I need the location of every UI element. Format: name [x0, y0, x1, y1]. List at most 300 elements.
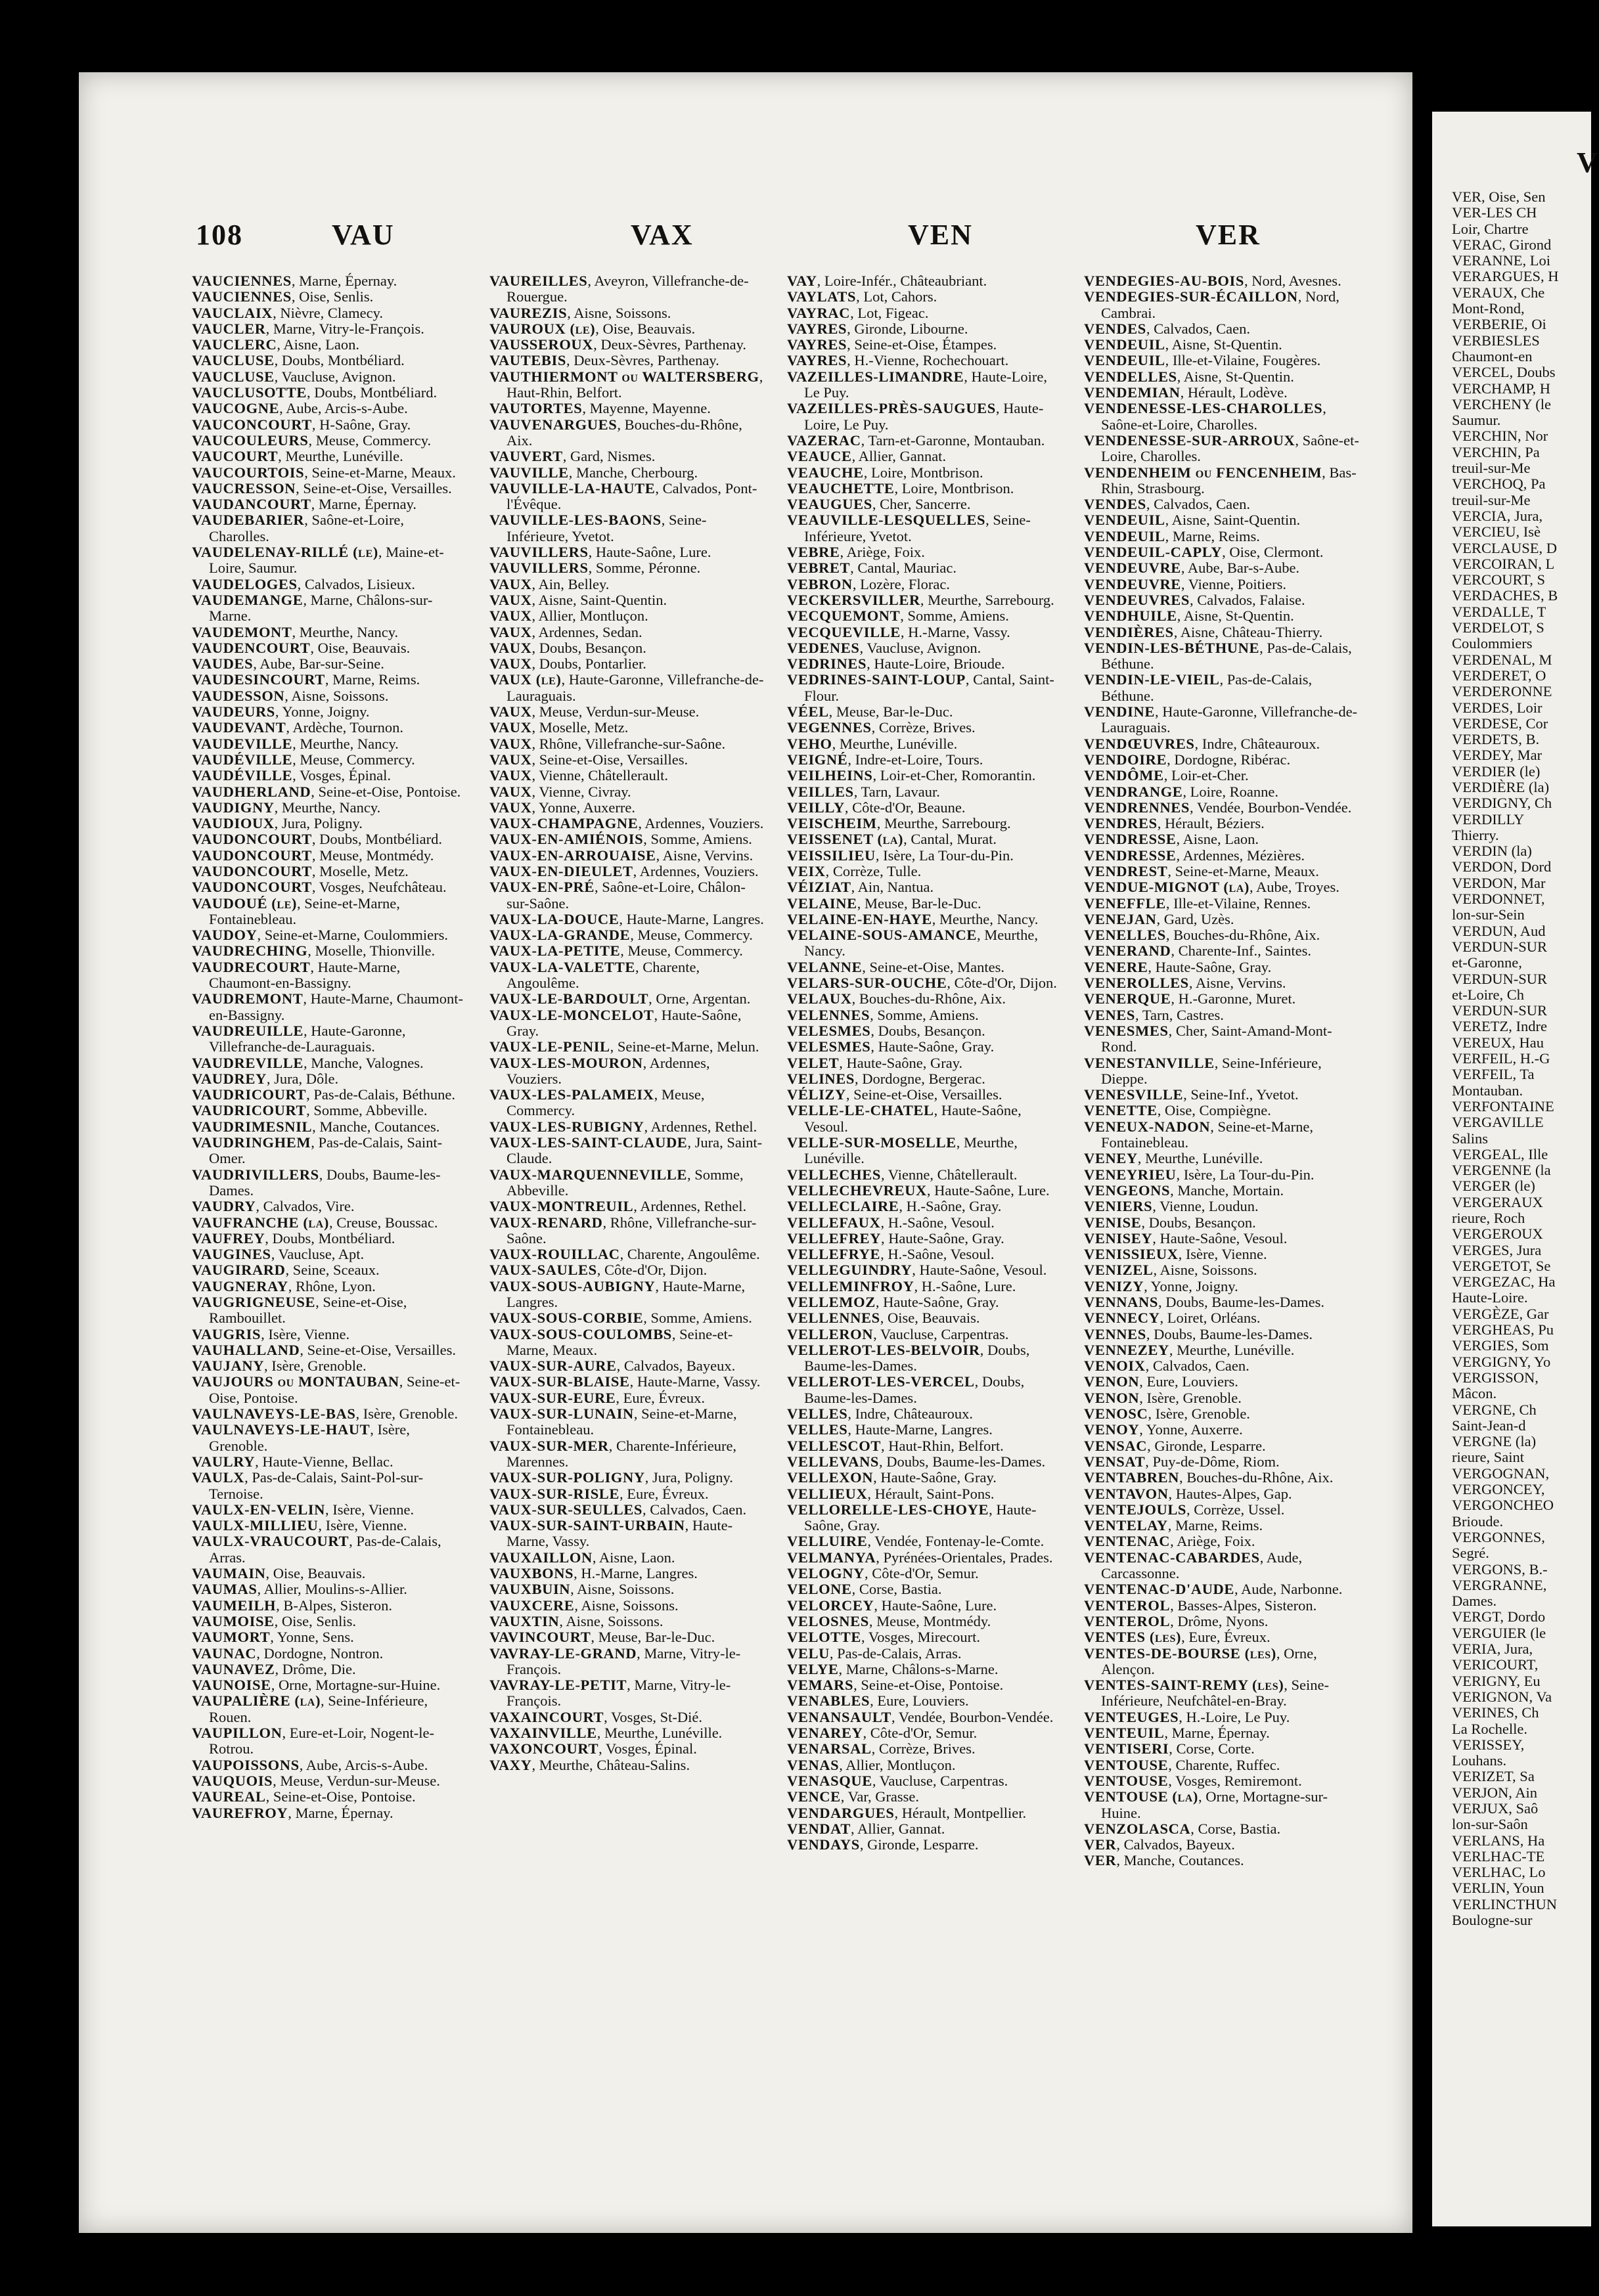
- entry: [787, 1262, 1063, 1278]
- entry: [489, 1310, 765, 1326]
- entry-location: , Vaucluse, Apt.: [271, 1246, 365, 1263]
- entry: [489, 848, 765, 864]
- edge-fragment: VERIGNON, Va: [1452, 1688, 1552, 1705]
- entry: [787, 1231, 1063, 1247]
- entry-headword: VEAUCHETTE: [787, 479, 895, 497]
- entry-headword: VELAINE-SOUS-AMANCE: [787, 927, 977, 944]
- edge-fragment: VERIGNY, Eu: [1452, 1672, 1541, 1689]
- entry-headword: VEDRINES: [787, 655, 867, 673]
- entry-location: , Seine-et-Oise, Pontoise.: [209, 1373, 461, 1406]
- entry-headword: VAUX: [489, 575, 532, 592]
- entry-location: , Loir-et-Cher.: [1163, 767, 1249, 784]
- entry: [1084, 1023, 1366, 1055]
- edge-fragment: VERISSEY,: [1452, 1736, 1525, 1753]
- entry: [787, 592, 1063, 608]
- entry-headword: VENESMES: [1084, 1022, 1169, 1039]
- entry: [192, 1693, 468, 1725]
- entry-location: , Haute-Marne, Langres.: [619, 910, 764, 927]
- entry-headword: VENTEROL: [1084, 1612, 1171, 1629]
- entry-location: , Meuse, Commercy.: [507, 1086, 705, 1119]
- entry-location: , Isère, Vienne.: [325, 1501, 415, 1518]
- entry-headword: VAVINCOURT: [489, 1629, 591, 1646]
- entry-location: , Meurthe, Lunéville.: [597, 1725, 723, 1742]
- edge-fragment: lon-sur-Sein: [1452, 906, 1525, 923]
- entry-location: , Marne, Épernay.: [291, 273, 397, 289]
- entry-location: , Lot, Cahors.: [856, 288, 937, 305]
- entry-headword: VEMARS: [787, 1677, 854, 1694]
- entry-location: , H.-Saône, Gray.: [899, 1198, 1002, 1215]
- entry: [1084, 752, 1366, 768]
- entry: [192, 1773, 468, 1789]
- edge-fragment: Mont-Rond,: [1452, 300, 1525, 317]
- entry-headword: VAUX-CHAMPAGNE: [489, 815, 639, 832]
- entry-location: , Nord, Avesnes.: [1244, 273, 1341, 289]
- entry-location: , Seine-et-Marne, Fontainebleau.: [507, 1405, 737, 1438]
- entry-headword: VAUGRIGNEUSE: [192, 1294, 316, 1310]
- entry-location: , Aisne, Laon.: [277, 336, 360, 353]
- entry: [192, 768, 468, 784]
- entry: [192, 784, 468, 800]
- entry: [1084, 1422, 1366, 1438]
- entry: [787, 816, 1063, 831]
- entry-headword: VAUX: [489, 751, 532, 768]
- entry-headword: VAUCLUSOTTE: [192, 384, 307, 401]
- edge-fragment-list: [1452, 189, 1596, 2159]
- entry-location: , Seine-et-Marne, Meaux.: [507, 1325, 733, 1358]
- entry-headword: VENDENESSE-SUR-ARROUX: [1084, 431, 1295, 449]
- entry: [1084, 529, 1366, 544]
- entry-headword: VENDŒUVRES: [1084, 735, 1195, 752]
- entry-location: , Ariège, Foix.: [1170, 1533, 1255, 1550]
- entry-location: , Aube, Troyes.: [1249, 879, 1340, 896]
- entry-location: , Meuse, Commercy.: [292, 751, 415, 768]
- entry-headword: VAULX-MILLIEU: [192, 1517, 319, 1534]
- entry: [1084, 1470, 1366, 1486]
- entry-headword: VAUDIGNY: [192, 799, 275, 816]
- entry-location: , Vienne, Châtellerault.: [880, 1166, 1018, 1183]
- entry-headword: VAULX: [192, 1469, 245, 1486]
- entry-location: , Ardennes, Rethel.: [644, 1118, 757, 1135]
- entry: [787, 1629, 1063, 1645]
- entry-location: , Vendée, Bourbon-Vendée.: [1190, 799, 1352, 816]
- edge-fragment: Saumur.: [1452, 412, 1501, 429]
- entry: [489, 1327, 765, 1359]
- entry-location: , Lot, Figeac.: [850, 304, 929, 321]
- entry: [489, 1725, 765, 1741]
- entry-location: , Aisne, Vervins.: [656, 847, 754, 864]
- entry: [192, 1103, 468, 1118]
- entry: [1084, 672, 1366, 704]
- edge-fragment: VERANNE, Loi: [1452, 252, 1550, 269]
- entry-location: , Meurthe, Sarrebourg.: [876, 815, 1011, 832]
- entry-location: , Bouches-du-Rhône, Aix.: [1179, 1469, 1334, 1486]
- entry-headword: VENABLES: [787, 1692, 870, 1710]
- edge-fragment: VERGEROUX: [1452, 1225, 1543, 1243]
- entry-location: , Aisne, St-Quentin.: [1177, 368, 1294, 385]
- entry: [192, 1422, 468, 1454]
- edge-fragment: Coulommiers: [1452, 635, 1533, 652]
- entry-headword: VELLES: [787, 1421, 848, 1438]
- entry-headword: VENEYRIEU: [1084, 1166, 1177, 1183]
- entry: [489, 1358, 765, 1374]
- entry-location: , Aisne, Château-Thierry.: [1173, 623, 1323, 640]
- entry-headword: VAUNOISE: [192, 1677, 271, 1694]
- edge-fragment: lon-sur-Saôn: [1452, 1816, 1528, 1833]
- entry-headword: VAUVENARGUES: [489, 416, 618, 433]
- entry: [192, 417, 468, 433]
- entry-headword: VELAINE-EN-HAYE: [787, 910, 932, 927]
- entry: [489, 401, 765, 416]
- entry: [192, 927, 468, 943]
- entry: [1084, 433, 1366, 465]
- entry: [192, 1581, 468, 1597]
- entry-location: , Haute-Marne, Langres.: [507, 1277, 746, 1310]
- entry-location: , Saône-et-Loire, Charolles.: [1101, 431, 1359, 465]
- edge-fragment: VERDENAL, M: [1452, 651, 1552, 668]
- entry-location: , Seine-et-Marne, Coulommiers.: [257, 927, 449, 944]
- entry: [489, 1677, 765, 1710]
- entry-location: , Corse, Bastia.: [1190, 1820, 1281, 1837]
- entry: [192, 816, 468, 831]
- entry-headword: VELLEFRYE: [787, 1246, 881, 1263]
- entry-location: , Doubs, Montbéliard.: [265, 1229, 395, 1247]
- entry-location: , Doubs, Baume-les-Dames.: [1158, 1294, 1325, 1310]
- entry-location: , Meurthe, Lunéville.: [1137, 1150, 1263, 1167]
- entry: [192, 1534, 468, 1566]
- edge-fragment: VERARGUES, H: [1452, 268, 1559, 285]
- entry-location: , Haute-Marne, Chaumont-en-Bassigny.: [209, 958, 401, 992]
- entry-location: , Manche, Mortain.: [1170, 1181, 1284, 1199]
- entry-headword: VAUDIOUX: [192, 815, 275, 832]
- entry-location: , Eure, Louviers.: [870, 1692, 969, 1710]
- entry: [787, 1183, 1063, 1199]
- entry-location: , Jura, Dôle.: [266, 1070, 339, 1087]
- edge-fragment: VERCIEU, Isè: [1452, 523, 1541, 541]
- entry-location: , Haute-Saône, Gray.: [870, 1038, 995, 1055]
- entry: [489, 752, 765, 768]
- entry-headword: VAUTEBIS: [489, 352, 566, 369]
- entry: [489, 1438, 765, 1470]
- entry: [192, 1614, 468, 1629]
- entry-headword: VAUX-SUR-LUNAIN: [489, 1405, 634, 1423]
- entry: [787, 896, 1063, 912]
- entry-location: , Calvados, Bayeux.: [616, 1358, 736, 1375]
- entry-location: , Meuse, Verdun-sur-Meuse.: [531, 703, 700, 720]
- entry-location: , Cantal, Murat.: [903, 831, 997, 848]
- entry: [1084, 1789, 1366, 1821]
- entry-location: , Moselle, Thionville.: [307, 942, 436, 960]
- entry-location: , Aude, Narbonne.: [1234, 1581, 1343, 1598]
- entry: [787, 273, 1063, 289]
- running-head-4: VER: [1196, 219, 1261, 251]
- entry-location: , Oise, Beauvais.: [880, 1310, 980, 1327]
- entry-headword: VENEROLLES: [1084, 975, 1189, 992]
- entry-headword: VAUX: [489, 655, 532, 673]
- entry-headword: VENAREY: [787, 1725, 863, 1742]
- entry: [192, 1215, 468, 1231]
- entry-location: , Marne, Reims.: [1165, 527, 1260, 544]
- entry-location: , Yonne, Sens.: [270, 1629, 354, 1646]
- entry-headword: VEAUCE: [787, 448, 852, 465]
- entry: [489, 337, 765, 353]
- edge-fragment: VERGERAUX: [1452, 1193, 1543, 1210]
- entry: [787, 1598, 1063, 1614]
- entry: [1084, 321, 1366, 337]
- entry-location: , Charente-Inf., Saintes.: [1171, 942, 1311, 960]
- entry-headword: VAUX-ROUILLAC: [489, 1246, 620, 1263]
- entry: [192, 1662, 468, 1677]
- entry-location: , Charente-Inférieure, Marennes.: [507, 1437, 737, 1470]
- entry-location: , Dordogne, Nontron.: [256, 1645, 384, 1662]
- entry-headword: VAUDESSON: [192, 687, 285, 704]
- entry: [1084, 1486, 1366, 1502]
- entry-headword: VAUX-SUR-POLIGNY: [489, 1469, 645, 1486]
- entry-location: , Yonne, Auxerre.: [531, 799, 635, 816]
- entry-location: , Vienne, Loudun.: [1152, 1198, 1259, 1215]
- entry: [787, 991, 1063, 1007]
- entry: [787, 1215, 1063, 1231]
- entry: [192, 1231, 468, 1247]
- entry-headword: VAXAINVILLE: [489, 1725, 597, 1742]
- entry: [787, 1821, 1063, 1837]
- entry-headword: VENDENESSE-LES-CHAROLLES: [1084, 400, 1323, 417]
- edge-fragment: VERCHENY (le: [1452, 395, 1552, 412]
- entry: [192, 1789, 468, 1805]
- entry-headword: VAUVILLERS: [489, 544, 589, 561]
- entry-headword: VENAS: [787, 1756, 840, 1773]
- entry-headword: VENTELAY: [1084, 1517, 1168, 1534]
- entry-location: , Marne, Vitry-le-François.: [507, 1677, 731, 1710]
- entry-headword: VAUDEVILLE: [192, 735, 293, 752]
- entry-headword: VAUPOISSONS: [192, 1756, 300, 1773]
- entry-location: , Seine-et-Oise, Étampes.: [847, 336, 997, 353]
- entry-location: , Haute-Saône, Gray.: [875, 1294, 999, 1310]
- entry-headword: VÉEL: [787, 703, 829, 720]
- edge-fragment: VERDETS, B.: [1452, 731, 1540, 748]
- entry: [489, 1215, 765, 1247]
- entry-headword: VAVRAY-LE-GRAND: [489, 1645, 637, 1662]
- entry: [192, 991, 468, 1023]
- entry: [1084, 1390, 1366, 1406]
- entry-location: , Haute-Loire, Le Puy.: [804, 400, 1044, 433]
- entry: [489, 1247, 765, 1262]
- entry-headword: VAXAINCOURT: [489, 1708, 604, 1725]
- entry: [192, 577, 468, 592]
- entry-headword: VENDEGIES-AU-BOIS: [1084, 273, 1244, 289]
- entry-headword: VAUDREMONT: [192, 990, 304, 1007]
- entry: [1084, 912, 1366, 927]
- entry: [1084, 960, 1366, 975]
- edge-fragment: VERDUN-SUR: [1452, 970, 1548, 987]
- entry-location: , Calvados, Caen.: [1146, 320, 1250, 337]
- entry-headword: VENESTANVILLE: [1084, 1054, 1215, 1071]
- entry: [787, 1502, 1063, 1534]
- entry-location: , Calvados, Caen.: [1145, 1358, 1250, 1375]
- entry-location: , Charente, Angoulême.: [619, 1246, 760, 1263]
- entry: [1084, 1741, 1366, 1757]
- entry-headword: VAUX-SUR-SAINT-URBAIN: [489, 1517, 685, 1534]
- entry-location: , Meurthe, Nancy.: [932, 910, 1039, 927]
- entry: [1084, 577, 1366, 592]
- edge-fragment: VERAUX, Che: [1452, 284, 1545, 301]
- entry: [1084, 1550, 1366, 1582]
- entry-location: , H.-Saône, Lure.: [914, 1277, 1016, 1294]
- entry: [192, 1055, 468, 1071]
- entry-location: , Cher, Sancerre.: [872, 496, 971, 513]
- entry-headword: VAUX-LA-GRANDE: [489, 927, 631, 944]
- entry-headword: VAUX: [489, 735, 532, 752]
- entry: [489, 1199, 765, 1214]
- entry-headword: VENIZY: [1084, 1277, 1144, 1294]
- entry-headword: VAUX-LA-DOUCE: [489, 910, 619, 927]
- scanned-page: [79, 72, 1412, 2233]
- entry: [787, 1007, 1063, 1023]
- edge-fragment: Haute-Loire.: [1452, 1289, 1528, 1306]
- entry: [489, 720, 765, 736]
- entry-headword: VENDRENNES: [1084, 799, 1190, 816]
- entry-headword: VAUDELENAY-RILLÉ (le): [192, 544, 378, 561]
- entry: [489, 1614, 765, 1629]
- entry-location: , Doubs, Baume-les-Dames.: [1146, 1325, 1313, 1342]
- entry-headword: VENDAT: [787, 1820, 851, 1837]
- entry-location: , Bouches-du-Rhône, Aix.: [507, 416, 742, 449]
- entry-location: , Pas-de-Calais, Saint-Omer.: [209, 1134, 443, 1167]
- entry-headword: VAUX-LES-RUBIGNY: [489, 1118, 644, 1135]
- entry: [192, 321, 468, 337]
- entry: [192, 848, 468, 864]
- entry: [489, 1087, 765, 1119]
- entry: [1084, 1183, 1366, 1199]
- entry: [192, 1071, 468, 1087]
- edge-fragment: VERLANS, Ha: [1452, 1832, 1545, 1849]
- entry: [489, 1406, 765, 1438]
- entry: [787, 289, 1063, 305]
- entry-headword: VAYRAC: [787, 304, 851, 321]
- entry-location: , Meuse, Verdun-sur-Meuse.: [273, 1772, 440, 1789]
- entry-headword: VAUCLUSE: [192, 368, 275, 385]
- entry: [192, 1502, 468, 1518]
- entry-headword: VELAUX: [787, 990, 852, 1007]
- entry-location: , Aisne, St-Quentin.: [1165, 336, 1282, 353]
- entry: [489, 1566, 765, 1581]
- entry: [192, 1279, 468, 1294]
- entry-location: , Eure, Louviers.: [1139, 1373, 1238, 1390]
- entry: [489, 800, 765, 816]
- entry: [787, 831, 1063, 847]
- entry-location: , Meurthe, Château-Salins.: [531, 1756, 690, 1773]
- entry-headword: VAUVILLE: [489, 464, 569, 481]
- entry: [489, 656, 765, 672]
- entry-location: , Aisne, Saint-Quentin.: [531, 591, 667, 608]
- entry-headword: VAULX-VRAUCOURT: [192, 1533, 349, 1550]
- entry: [1084, 385, 1366, 401]
- entry: [787, 1438, 1063, 1454]
- entry-headword: VEBRE: [787, 544, 840, 561]
- entry-location: , Basses-Alpes, Sisteron.: [1170, 1597, 1317, 1614]
- entry: [1084, 1757, 1366, 1773]
- entry-location: , Oise, Senlis.: [274, 1612, 357, 1629]
- entry: [1084, 704, 1366, 736]
- entry: [787, 1087, 1063, 1103]
- entry-location: , Pas-de-Calais, Béthune.: [1101, 639, 1352, 673]
- entry-location: , Calvados, Caen.: [642, 1501, 747, 1518]
- entry-headword: VAUCLUSE: [192, 352, 275, 369]
- entry-headword: VENOIX: [1084, 1358, 1146, 1375]
- edge-fragment: VERDACHES, B: [1452, 587, 1558, 604]
- entry-location: , Haute-Saône, Vesoul.: [912, 1262, 1047, 1279]
- entry-headword: VAUXBONS: [489, 1565, 574, 1582]
- entry: [192, 1805, 468, 1821]
- entry: [192, 385, 468, 401]
- entry-location: , Drôme, Nyons.: [1170, 1612, 1269, 1629]
- entry-headword: VENTOUSE: [1084, 1772, 1169, 1789]
- edge-fragment: Saint-Jean-d: [1452, 1417, 1526, 1434]
- entry-location: , Hautes-Alpes, Gap.: [1168, 1485, 1292, 1502]
- entry-location: , Moselle, Metz.: [311, 862, 409, 879]
- entry-headword: VENTENAC-D'AUDE: [1084, 1581, 1235, 1598]
- entry-headword: VAUDEBARIER: [192, 512, 305, 529]
- entry-headword: VENDREST: [1084, 862, 1168, 879]
- entry-headword: VAUDELOGES: [192, 575, 298, 592]
- entry-headword: VENTES (les): [1084, 1629, 1182, 1646]
- edge-fragment: Thierry.: [1452, 826, 1499, 843]
- entry: [787, 1470, 1063, 1486]
- entry: [1084, 1087, 1366, 1103]
- entry-location: , Corrèze, Tulle.: [825, 862, 922, 879]
- entry-location: , Doubs, Besançon.: [1141, 1214, 1256, 1231]
- entry: [489, 1470, 765, 1486]
- entry: [1084, 784, 1366, 800]
- entry-location: , Loire-Infér., Châteaubriant.: [817, 273, 987, 289]
- entry-headword: VEAUGUES: [787, 496, 872, 513]
- entry-location: , Haute-Saône, Gray.: [873, 1469, 997, 1486]
- entry: [1084, 831, 1366, 847]
- entry: [1084, 1710, 1366, 1725]
- entry-headword: VENEFFLE: [1084, 894, 1166, 912]
- entry-headword: VAUX: [489, 623, 532, 640]
- entry: [192, 1358, 468, 1374]
- entry-location: , Calvados, Lisieux.: [297, 575, 415, 592]
- entry-headword: VELARS-SUR-OUCHE: [787, 975, 947, 992]
- entry: [489, 1135, 765, 1167]
- entry-headword: VAULRY: [192, 1453, 256, 1470]
- entry-location: , Ardennes, Vouziers.: [633, 862, 759, 879]
- entry: [787, 305, 1063, 321]
- entry: [787, 497, 1063, 512]
- entry-location: , H.-Marne, Langres.: [574, 1565, 698, 1582]
- entry-headword: VELLEVANS: [787, 1453, 880, 1470]
- entry-headword: VAUX-SUR-EURE: [489, 1389, 616, 1406]
- entry-headword: VAUDONCOURT: [192, 879, 312, 896]
- entry-headword: VENDEUIL: [1084, 512, 1165, 529]
- entry-location: , Loire, Roanne.: [1182, 783, 1279, 800]
- entry-headword: VENTEROL: [1084, 1597, 1171, 1614]
- edge-fragment: VERGISSON,: [1452, 1369, 1539, 1386]
- entry-headword: VENANSAULT: [787, 1708, 891, 1725]
- entry-location: , Hérault, Montpellier.: [894, 1804, 1027, 1821]
- entry-headword: VENON: [1084, 1389, 1140, 1406]
- entry: [489, 1039, 765, 1055]
- entry: [1084, 401, 1366, 433]
- entry-headword: VAUX-LES-MOURON: [489, 1054, 643, 1071]
- entry-location: , Meuse, Bar-le-Duc.: [828, 703, 953, 720]
- entry: [1084, 1167, 1366, 1183]
- entry-location: , Loire, Montbrison.: [894, 479, 1014, 497]
- entry-location: , Calvados, Caen.: [1146, 496, 1250, 513]
- entry-headword: VAUDRINGHEM: [192, 1134, 311, 1151]
- entry-location: , Gironde, Libourne.: [847, 320, 968, 337]
- edge-fragment: VERGEZAC, Ha: [1452, 1273, 1556, 1291]
